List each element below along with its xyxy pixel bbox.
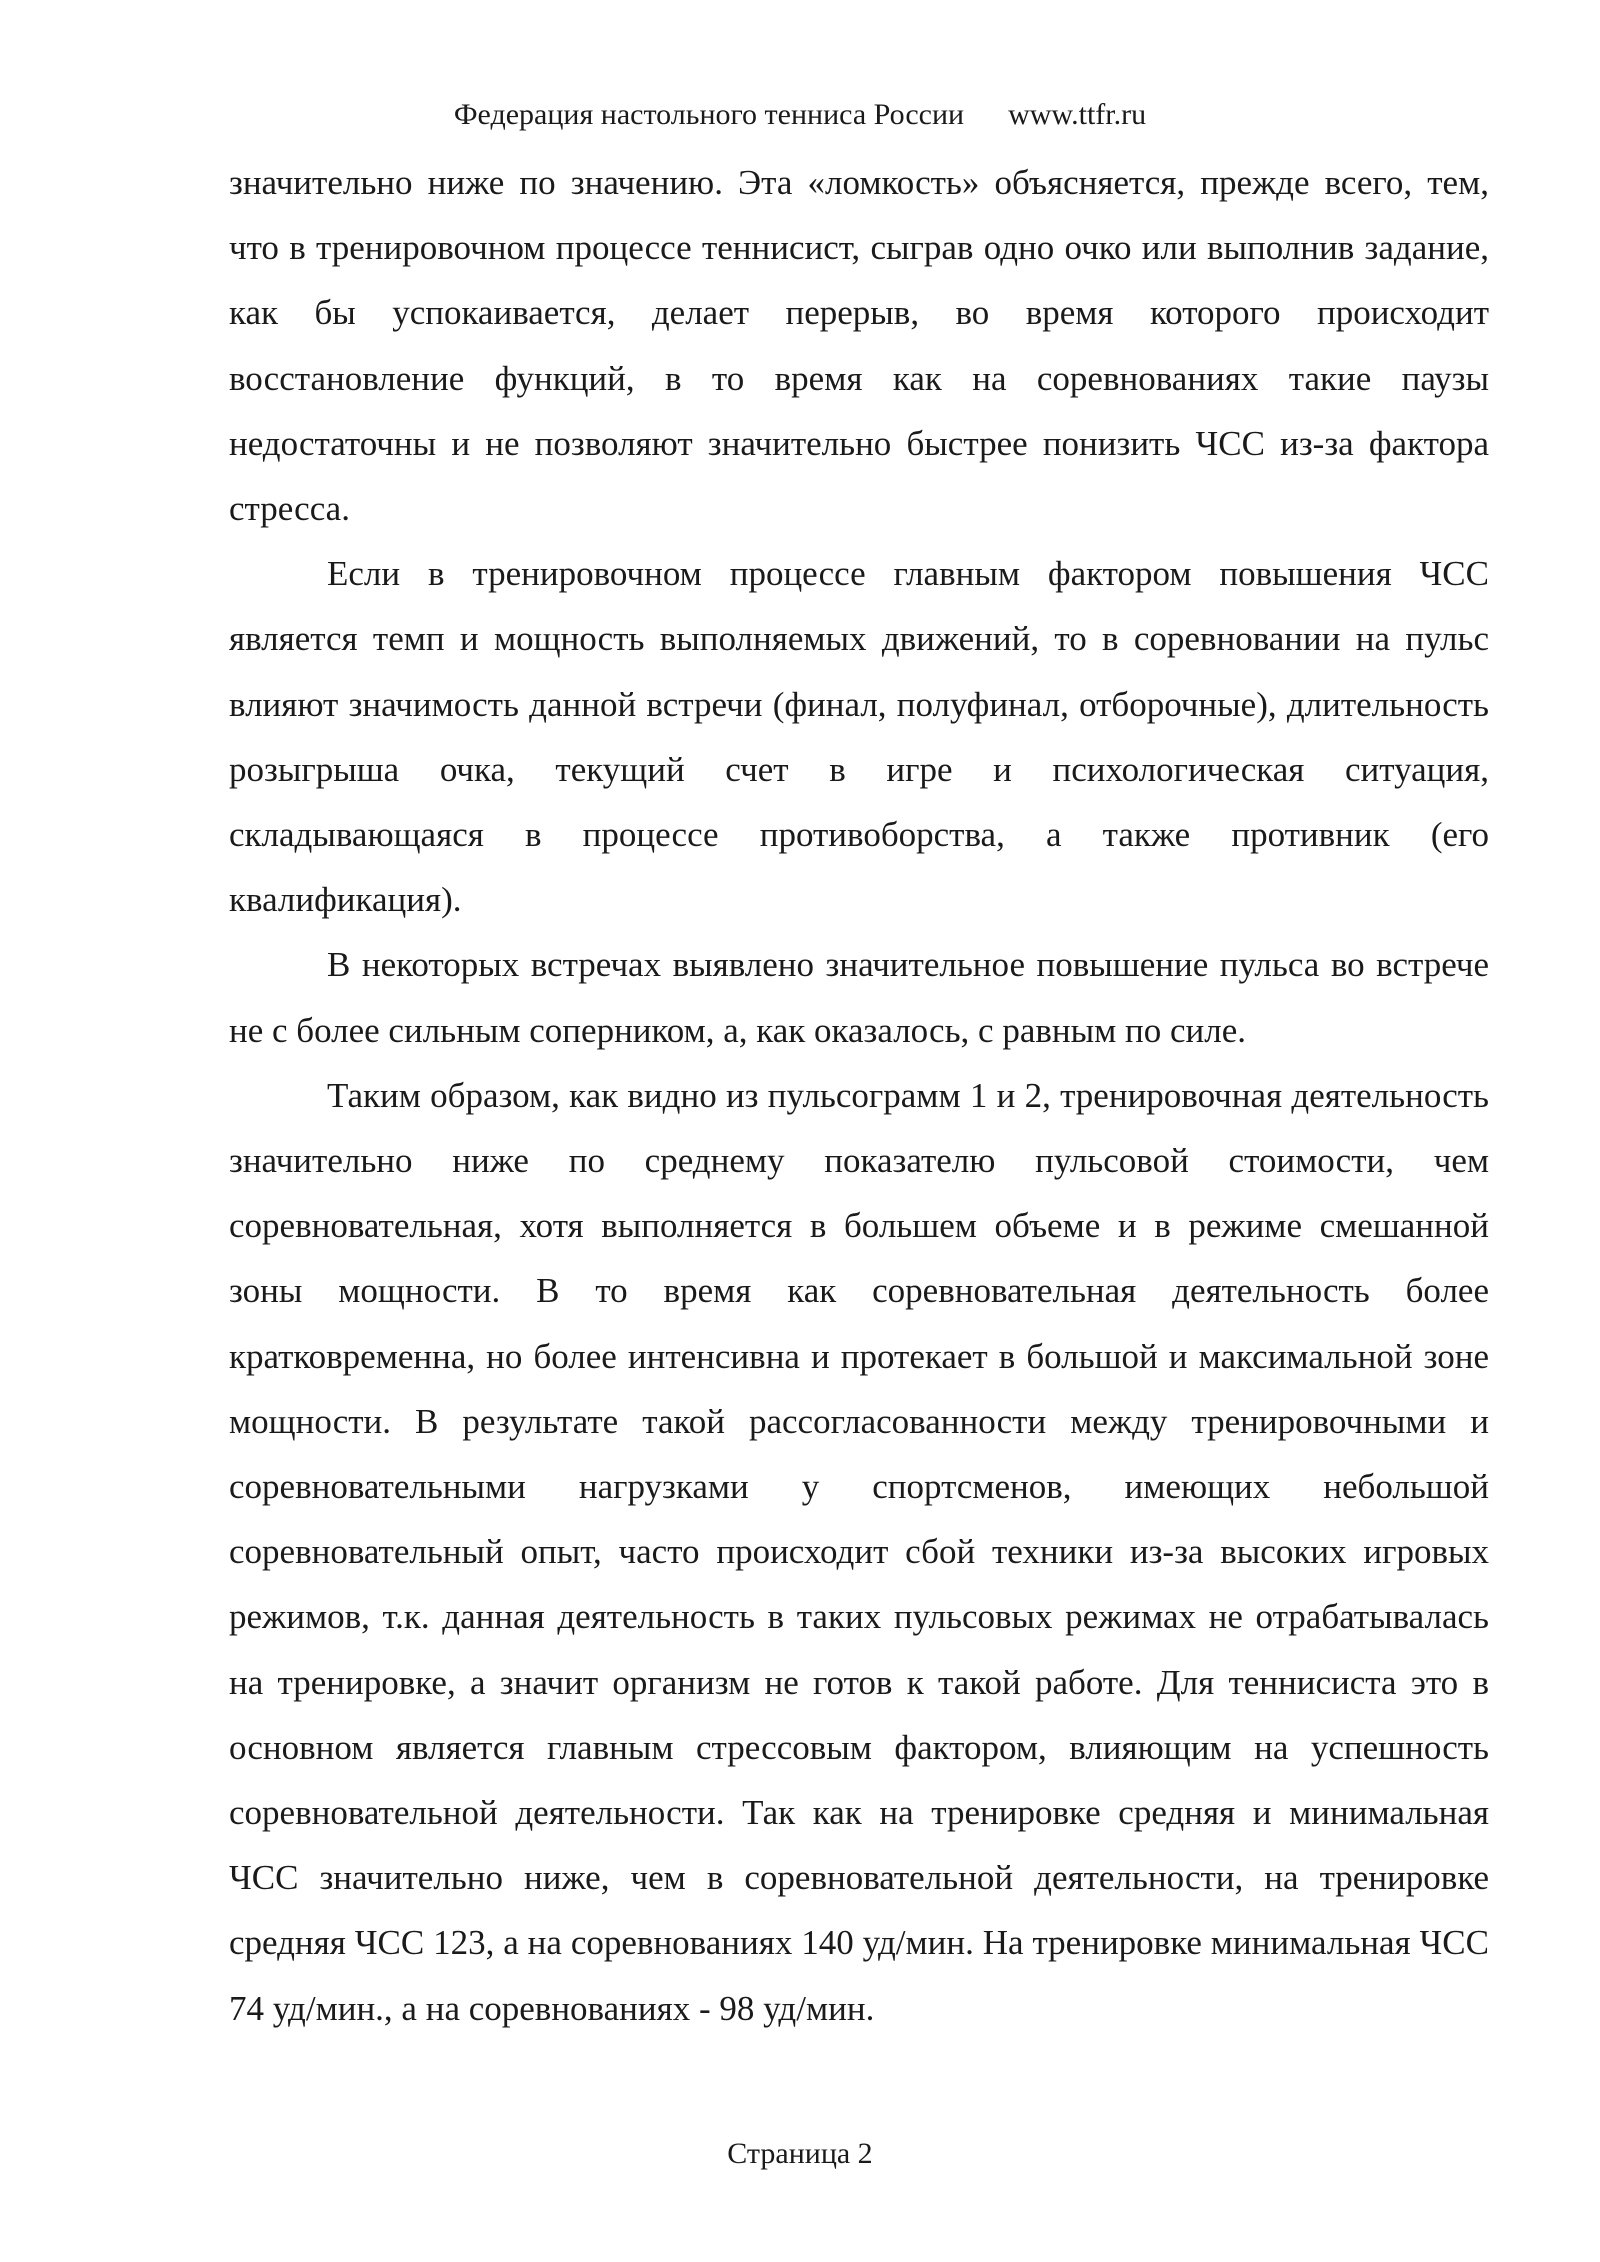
header-website: www.ttfr.ru [1008,98,1147,131]
page-header [0,95,1600,135]
paragraph-4: Таким образом, как видно из пульсограмм 1 и 2, тренировочная деятельность значительно ниже по среднему показателю пульсовой стоимости, чем соревновательная, хотя выполняется в большем объеме и в режиме смешанной зоны мощности. В то время как соревновательная деятельность более кратковременна, но более интенсивна и протекает в большой и максимальной зоне мощности. В результате такой рассогласованности между тренировочными и соревновательными нагрузками у спортсменов, имеющих небольшой соревновательный опыт, часто происходит сбой техники из-за высоких игровых режимов, т.к. данная деятельность в таких пульсовых режимах не отрабатывалась на тренировке, а значит организм не готов к такой работе. Для теннисиста это в основном является главным стрессовым фактором, влияющим на успешность соревновательной деятельности. Так как на тренировке средняя и минимальная ЧСС значительно ниже, чем в соревновательной деятельности, на тренировке средняя ЧСС 123, а на соревнованиях 140 уд/мин. На тренировке минимальная ЧСС 74 уд/мин., а на соревнованиях - 98 уд/мин. [229,1075,1489,2028]
page-number: Страница 2 [727,2137,873,2170]
paragraph-1: значительно ниже по значению. Эта «ломкость» объясняется, прежде всего, тем, что в тренировочном процессе теннисист, сыграв одно очко или выполнив задание, как бы успокаивается, делает перерыв, во время которого происходит восстановление функций, в то время как на соревнованиях такие паузы недостаточны и не позволяют значительно быстрее понизить ЧСС из-за фактора стресса. [229,163,1489,529]
body-text [229,150,1489,2041]
paragraph-3: В некоторых встречах выявлено значительное повышение пульса во встрече не с более сильным соперником, а, как оказалось, с равным по силе. [229,945,1489,1050]
paragraph-2: Если в тренировочном процессе главным фактором повышения ЧСС является темп и мощность выполняемых движений, то в соревновании на пульс влияют значимость данной встречи (финал, полуфинал, отборочные), длительность розыгрыша очка, текущий счет в игре и психологическая ситуация, складывающаяся в процессе противоборства, а также противник (его квалификация). [229,554,1489,920]
header-organization: Федерация настольного тенниса России [453,98,965,131]
page-footer [0,2134,1600,2174]
